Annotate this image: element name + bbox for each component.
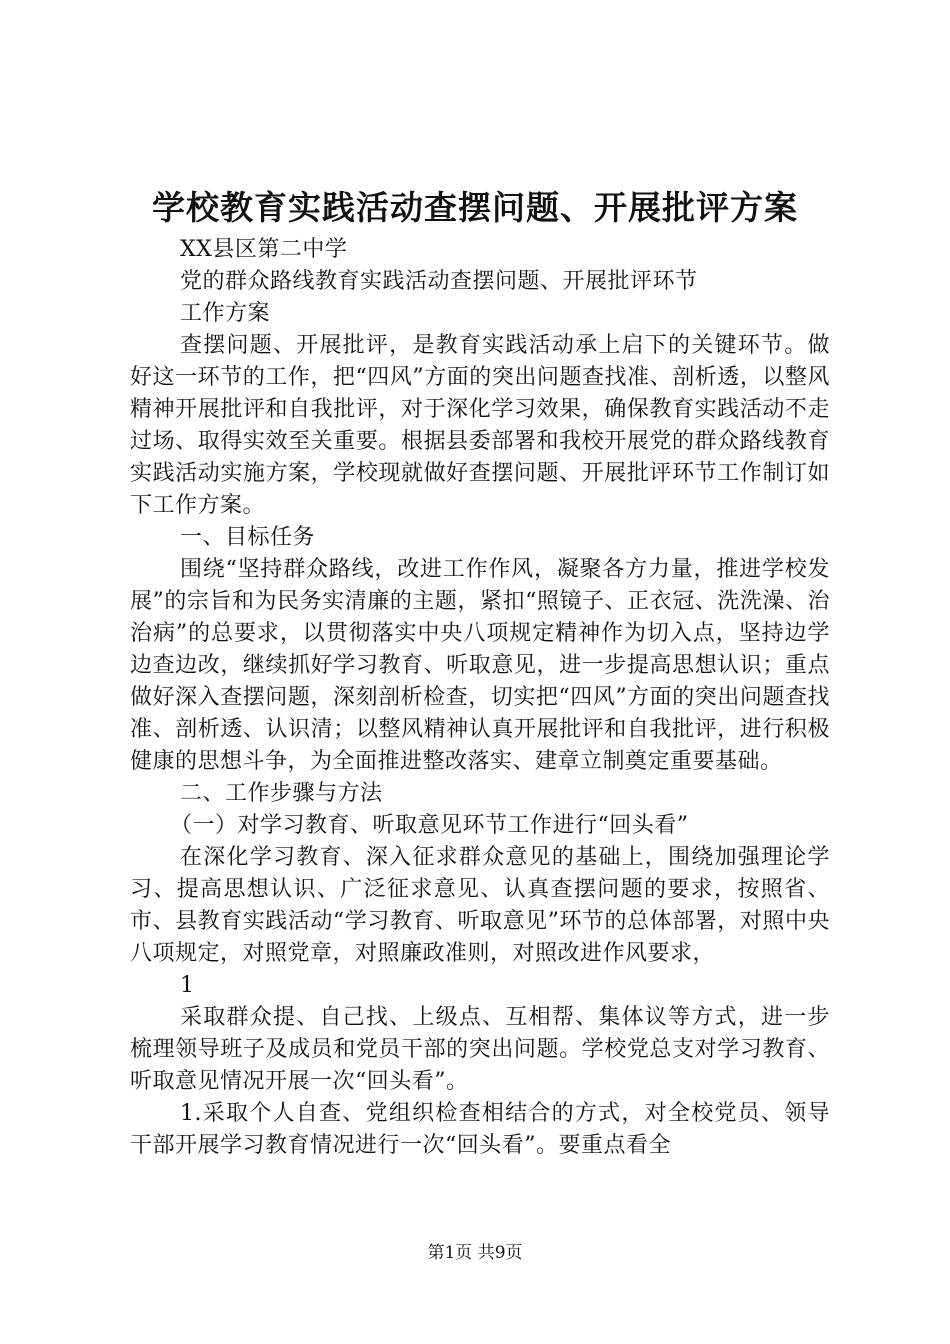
subsection1-paragraph: 在深化学习教育、深入征求群众意见的基础上，围绕加强理论学习、提高思想认识、广泛征求意见、认真查摆问题的要求，按照省、市、县教育实践活动“学习教育、听取意见”环节的总体部署，对照中央八项规定，对照党章，对照廉政准则，对照改进作风要求， — [130, 845, 830, 966]
document-body — [130, 234, 830, 1162]
section2-heading: 二、工作步骤与方法 — [180, 781, 383, 806]
section1-heading: 一、目标任务 — [180, 525, 316, 550]
item1-paragraph: 1.采取个人自查、党组织检查相结合的方式，对全校党员、领导干部开展学习教育情况进行一次“回头看”。要重点看全 — [130, 1101, 830, 1158]
plan-label-line: 工作方案 — [180, 301, 271, 326]
page-footer: 第1页 共9页 — [427, 1243, 523, 1263]
page-marker: 1 — [180, 973, 195, 998]
continuation-paragraph: 采取群众提、自己找、上级点、互相帮、集体议等方式，进一步梳理领导班子及成员和党员干部的突出问题。学校党总支对学习教育、听取意见情况开展一次“回头看”。 — [130, 1005, 830, 1094]
school-name-line: XX县区第二中学 — [180, 237, 348, 262]
section1-paragraph: 围绕“坚持群众路线，改进工作作风，凝聚各方力量，推进学校发展”的宗旨和为民务实清廉的主题，紧扣“照镜子、正衣冠、洗洗澡、治治病”的总要求，以贯彻落实中央八项规定精神作为切入点，坚持边学边查边改，继续抓好学习教育、听取意见，进一步提高思想认识；重点做好深入查摆问题，深刻剖析检查，切实把“四风”方面的突出问题查找准、剖析透、认识清；以整风精神认真开展批评和自我批评，进行积极健康的思想斗争，为全面推进整改落实、建章立制奠定重要基础。 — [130, 557, 830, 774]
subsection1-heading: （一）对学习教育、听取意见环节工作进行“回头看” — [170, 813, 689, 838]
subtitle-line: 党的群众路线教育实践活动查摆问题、开展批评环节 — [180, 269, 698, 294]
document-title: 学校教育实践活动查摆问题、开展批评方案 — [152, 188, 798, 227]
intro-paragraph: 查摆问题、开展批评，是教育实践活动承上启下的关键环节。做好这一环节的工作，把“四风”方面的突出问题查找准、剖析透，以整风精神开展批评和自我批评，对于深化学习效果，确保教育实践活动不走过场、取得实效至关重要。根据县委部署和我校开展党的群众路线教育实践活动实施方案，学校现就做好查摆问题、开展批评环节工作制订如下工作方案。 — [130, 333, 830, 518]
